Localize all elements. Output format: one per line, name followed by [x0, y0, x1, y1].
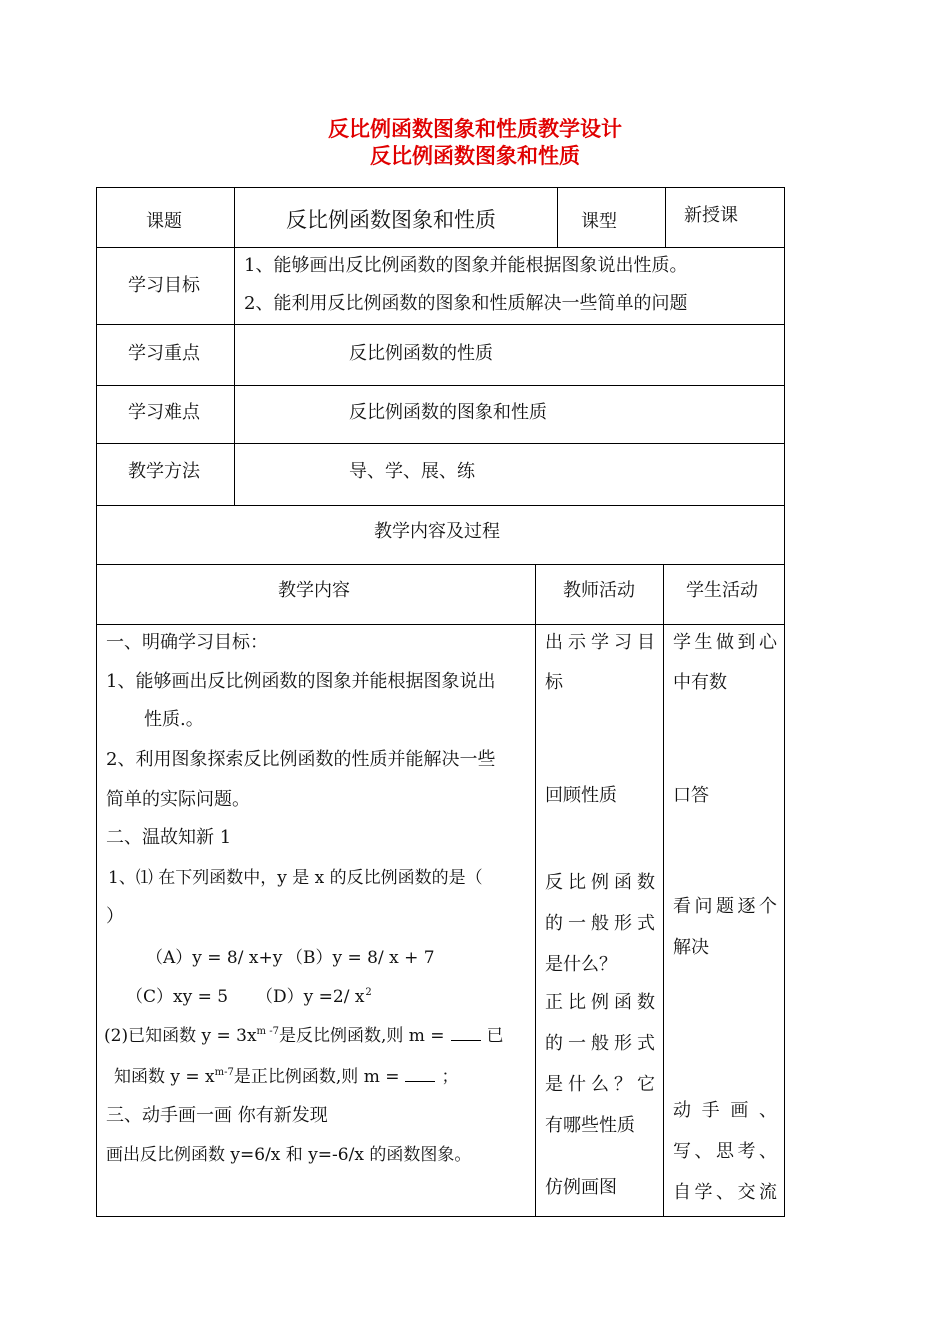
- teacher-activity-3: 反比例函数: [545, 872, 655, 893]
- method-label: 教学方法: [128, 461, 200, 482]
- table-border-top: [96, 187, 785, 188]
- col-divider: [234, 187, 235, 505]
- goal-item-2: 2、能利用反比例函数的图象和性质解决一些简单的问题: [244, 293, 688, 314]
- question-2-text-end: 已: [486, 1026, 504, 1046]
- column-header-teacher: 教师活动: [563, 580, 635, 601]
- question-1: 1、⑴ 在下列函数中，y 是 x 的反比例函数的是（: [108, 868, 483, 888]
- teacher-activity-5: 仿例画图: [545, 1177, 617, 1198]
- question-3: [114, 1062, 458, 1087]
- student-activity-4-end: 自学、交流: [673, 1182, 777, 1203]
- type-value: 新授课: [684, 205, 738, 226]
- col-divider: [665, 187, 666, 247]
- answer-blank: [451, 1026, 481, 1041]
- option-a: （A）y = 8/ x+y: [146, 948, 283, 968]
- question-2-text-post: 是反比例函数,则 m =: [278, 1026, 445, 1046]
- goals-label: 学习目标: [128, 275, 200, 296]
- question-3-text-end: ；: [441, 1067, 459, 1087]
- question-1-cont: ）: [106, 906, 124, 927]
- option-b: （B）y = 8/ x + 7: [286, 948, 435, 968]
- question-2-text: (2)已知函数 y = 3x: [104, 1026, 257, 1046]
- section-1-item-1: 1、能够画出反比例函数的图象并能根据图象说出: [106, 671, 496, 692]
- key-point-label: 学习重点: [128, 343, 200, 364]
- table-border-bottom: [96, 1216, 785, 1217]
- student-activity-1-cont: 中有数: [673, 672, 727, 693]
- option-d: [256, 982, 372, 1007]
- col-divider: [663, 564, 664, 1216]
- teacher-activity-4-cont2: 是什么？它: [545, 1074, 655, 1095]
- question-2: [104, 1021, 504, 1046]
- lesson-plan-table: [96, 187, 784, 1216]
- teacher-activity-4: 正比例函数: [545, 992, 655, 1013]
- row-divider: [96, 624, 785, 625]
- topic-label: 课题: [146, 211, 182, 232]
- option-c: （C）xy = 5: [126, 987, 229, 1007]
- student-activity-1: 学生做到心: [673, 632, 777, 653]
- goal-item-1: 1、能够画出反比例函数的图象并能根据图象说出性质。: [244, 255, 688, 276]
- table-border-left: [96, 187, 97, 1217]
- section-1-item-2: 2、利用图象探索反比例函数的性质并能解决一些: [106, 749, 496, 770]
- section-1-item-1-cont: 性质.。: [144, 709, 204, 730]
- type-label: 课型: [581, 211, 617, 232]
- teacher-activity-1: 出示学习目: [545, 632, 655, 653]
- process-header: 教学内容及过程: [374, 521, 500, 542]
- question-3-text-post: 是正比例函数,则 m =: [233, 1067, 400, 1087]
- section-3-heading: 三、动手画一画 你有新发现: [106, 1105, 328, 1126]
- section-3-text: 画出反比例函数 y=6/x 和 y=-6/x 的函数图象。: [106, 1145, 472, 1165]
- teacher-activity-3-cont: 的一般形式: [545, 913, 655, 934]
- table-border-right: [784, 187, 785, 1217]
- method-value: 导、学、展、练: [349, 461, 475, 482]
- row-divider: [96, 505, 785, 506]
- section-1-heading: 一、明确学习目标：: [106, 632, 268, 653]
- teacher-activity-1-cont: 标: [545, 672, 563, 693]
- teacher-activity-3-end: 是什么？: [545, 954, 617, 975]
- row-divider: [96, 564, 785, 565]
- row-divider: [96, 443, 785, 444]
- question-3-text: 知函数 y = x: [114, 1067, 215, 1087]
- question-2-exponent: m -7: [256, 1026, 279, 1037]
- col-divider: [535, 564, 536, 1216]
- row-divider: [96, 324, 785, 325]
- difficulty-label: 学习难点: [128, 402, 200, 423]
- student-activity-3: 看问题逐个: [673, 896, 777, 917]
- row-divider: [96, 385, 785, 386]
- document-title: 反比例函数图象和性质教学设计: [328, 117, 622, 141]
- teacher-activity-4-end: 有哪些性质: [545, 1115, 635, 1136]
- student-activity-4: 动手画、: [673, 1100, 777, 1121]
- key-point-value: 反比例函数的性质: [349, 343, 493, 364]
- topic-value: 反比例函数图象和性质: [286, 208, 496, 232]
- teacher-activity-2: 回顾性质: [545, 785, 617, 806]
- option-d-text: （D）y =2/ x: [256, 987, 365, 1007]
- column-header-content: 教学内容: [278, 580, 350, 601]
- answer-blank: [405, 1067, 435, 1082]
- student-activity-4-cont: 写、思考、: [673, 1141, 777, 1162]
- column-header-student: 学生活动: [686, 580, 758, 601]
- row-divider: [96, 247, 785, 248]
- student-activity-2: 口答: [673, 785, 709, 806]
- col-divider: [557, 187, 558, 247]
- question-3-exponent: m-7: [214, 1067, 234, 1078]
- section-2-heading: 二、温故知新 1: [106, 827, 232, 848]
- teacher-activity-4-cont: 的一般形式: [545, 1033, 655, 1054]
- difficulty-value: 反比例函数的图象和性质: [349, 402, 547, 423]
- student-activity-3-cont: 解决: [673, 937, 709, 958]
- section-1-item-2-cont: 简单的实际问题。: [106, 789, 250, 810]
- option-d-exponent: 2: [365, 987, 372, 998]
- document-subtitle: 反比例函数图象和性质: [370, 144, 580, 168]
